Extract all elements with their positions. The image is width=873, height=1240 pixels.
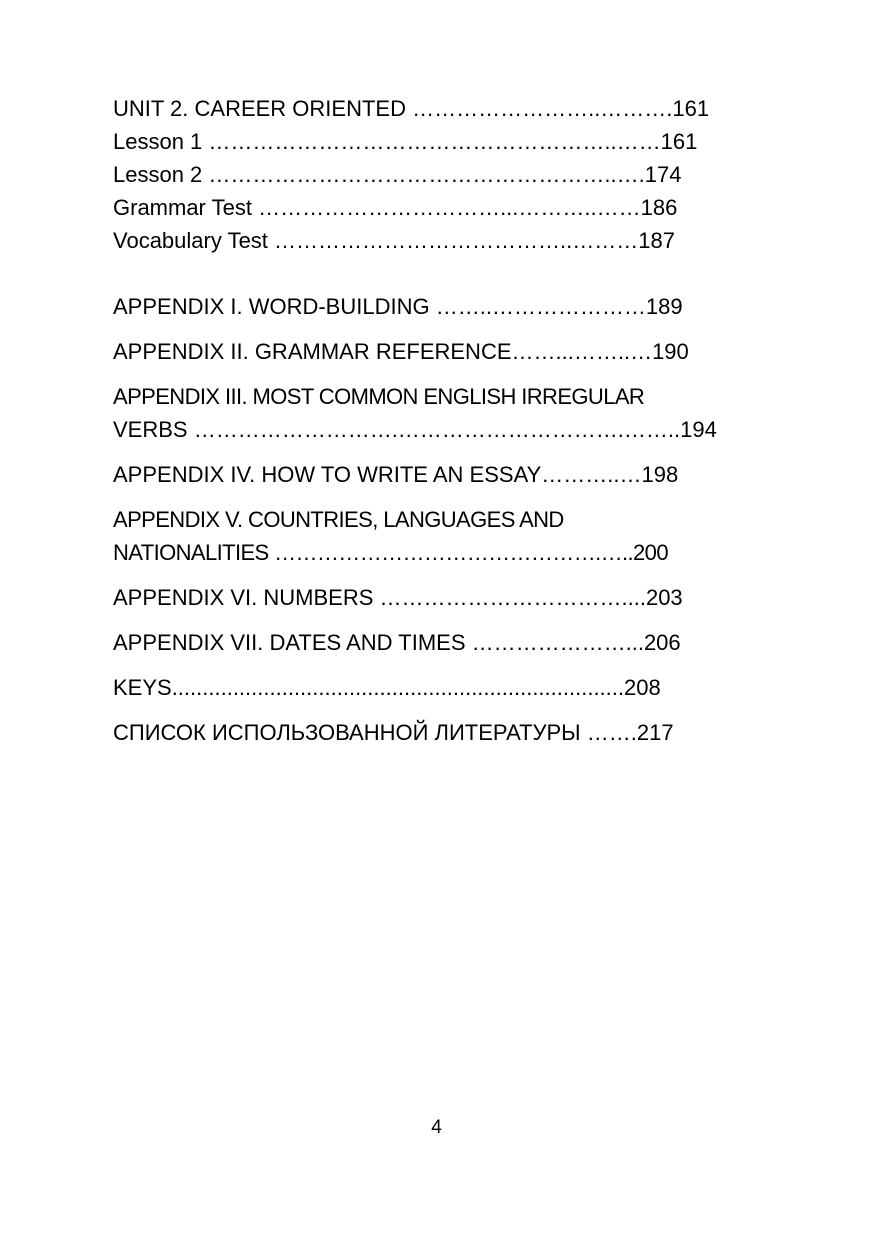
toc-entry-lesson-2: Lesson 2 ………………………………………………..….174 [113,162,682,187]
toc-entry-appendix-4: APPENDIX IV. HOW TO WRITE AN ESSAY………..…198 [113,462,679,487]
toc-entry-appendix-5-line-1: APPENDIX V. COUNTRIES, LANGUAGES AND [113,507,564,532]
toc-entry-appendix-5 [113,503,763,569]
toc-entry-appendix-6: APPENDIX VI. NUMBERS ……………………………....203 [113,585,683,610]
toc-entry-appendix-7: APPENDIX VII. DATES AND TIMES …………………...206 [113,630,681,655]
toc-entry-grammar-test: Grammar Test ……………………………...………..……186 [113,195,678,220]
toc-entry-appendix-3-line-2: VERBS ……………………….………………………….……..194 [113,417,717,442]
toc-entry-appendix-1: APPENDIX I. WORD-BUILDING ……..…………………189 [113,294,683,319]
page-number: 4 [431,1117,442,1138]
toc-entry-bibliography: СПИСОК ИСПОЛЬЗОВАННОЙ ЛИТЕРАТУРЫ …….217 [113,720,674,745]
toc-entry-lesson-1: Lesson 1 ………………………………………………..……161 [113,129,698,154]
toc-entry-unit-2: UNIT 2. CAREER ORIENTED ……………………..……….161 [113,96,710,121]
toc-entry-keys: KEYS..........................................................................208 [113,675,661,700]
toc-entry-appendix-5-line-2: NATIONALITIES ……………………………………….…..200 [113,540,668,565]
toc-entry-appendix-2: APPENDIX II. GRAMMAR REFERENCE……...……..…190 [113,339,689,364]
toc-entry-appendix-3-line-1: APPENDIX III. MOST COMMON ENGLISH IRREGULAR [113,384,645,409]
table-of-contents [113,92,763,749]
toc-entry-appendix-3 [113,380,763,446]
toc-entry-vocabulary-test: Vocabulary Test …………………………………..………187 [113,228,675,253]
